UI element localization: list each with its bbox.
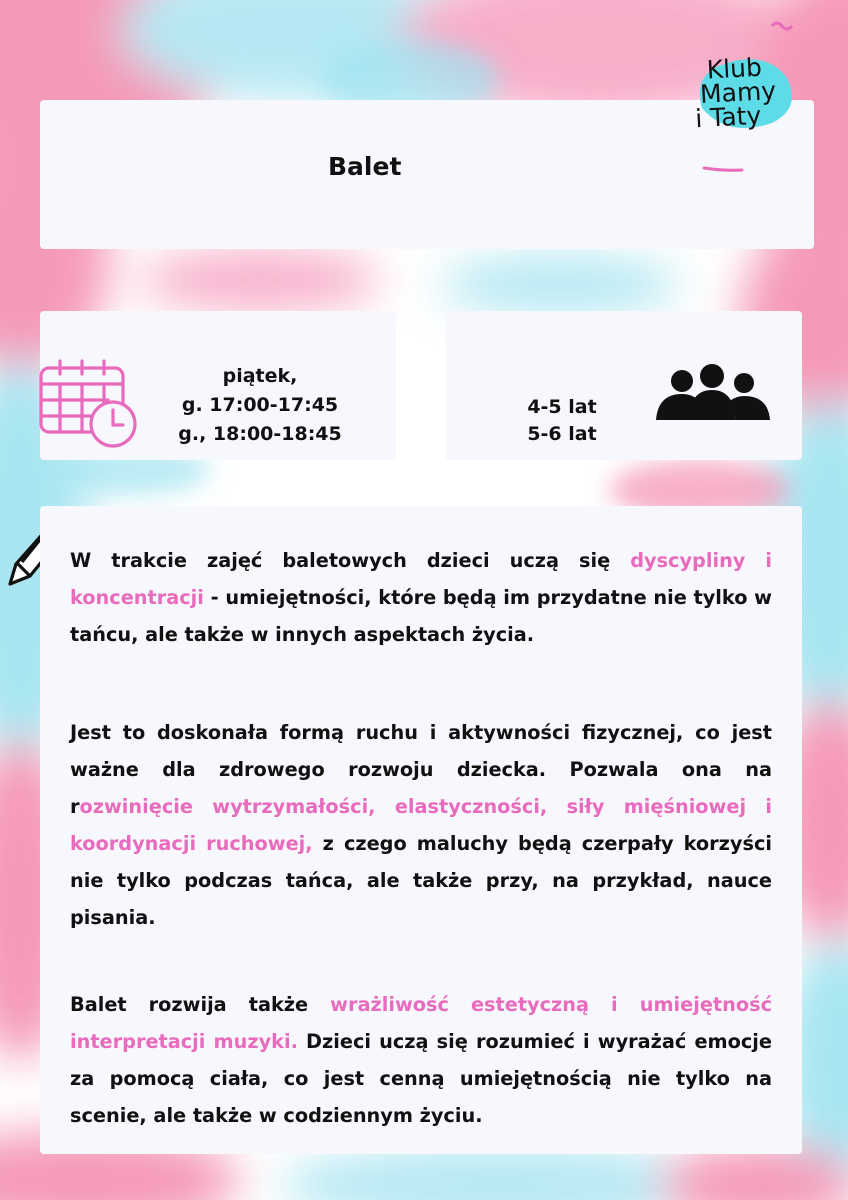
- p2-highlight: ozwinięcie wytrzymałości, elastyczności, siły mięśniowej i koordynacji ruchowej,: [70, 795, 772, 855]
- p1-text-a: W trakcie zajęć baletowych dzieci uczą się: [70, 549, 631, 572]
- people-group-icon: [652, 362, 774, 428]
- p3-highlight: wrażliwość estetyczną i umiejętność interpretacji muzyki.: [70, 993, 773, 1053]
- schedule-text: [140, 362, 380, 449]
- schedule-slot-2: g., 18:00-18:45: [178, 423, 342, 445]
- p2-text-c: z czego maluchy będą czerpały korzyści nie tylko podczas tańca, ale także przy, na przykład, nauce pisania.: [70, 832, 772, 929]
- description-paragraph-1: [70, 542, 772, 653]
- p1-text-c: - umiejętności, które będą im przydatne nie tylko w tańcu, ale także w innych aspektach życia.: [70, 586, 772, 646]
- age-groups-text: [502, 394, 622, 448]
- description-paragraph-3: [70, 986, 772, 1134]
- age-group-1: 4-5 lat: [527, 396, 597, 418]
- p2-text-a: Jest to doskonała formą ruchu i aktywności fizycznej, co jest ważne dla zdrowego rozwoju dziecka. Pozwala ona na r: [70, 721, 772, 818]
- description-paragraph-2: [70, 714, 772, 936]
- klub-logo: [684, 18, 804, 183]
- schedule-slot-1: g. 17:00-17:45: [181, 394, 339, 416]
- p1-highlight: dyscypliny i koncentracji: [70, 549, 772, 609]
- p3-text-c: Dzieci uczą się rozumieć i wyrażać emocje za pomocą ciała, co jest cenną umiejętnością nie tylko na scenie, ale także w codziennym życiu.: [70, 1030, 772, 1127]
- p3-text-a: Balet rozwija także: [70, 993, 331, 1016]
- logo-line-mamy: Mamy: [699, 75, 777, 109]
- logo-line-klub: Klub: [706, 52, 763, 85]
- age-group-2: 5-6 lat: [527, 423, 597, 445]
- schedule-day: piątek,: [222, 365, 298, 387]
- logo-line-taty: i Taty: [694, 100, 762, 134]
- calendar-clock-icon: [38, 358, 138, 454]
- page-title: Balet: [328, 152, 402, 181]
